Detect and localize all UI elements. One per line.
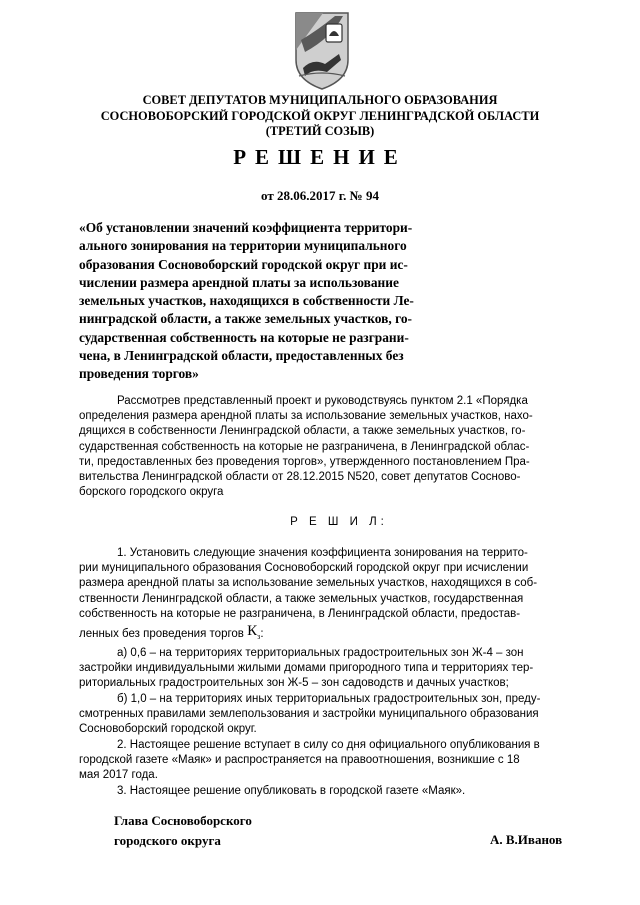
paragraph-line: размера арендной платы за использование земельных участков, находящихся в соб- [79,577,538,590]
document-date-number: от 28.06.2017 г. № 94 [261,188,379,203]
subject-line: чена, в Ленинградской области, предоставленных без [79,348,404,364]
paragraph-line: Сосновоборский городской округ. [79,723,257,736]
subject-line: ального зонирования на территории муниципального [79,238,407,254]
paragraph-line: ственности Ленинградской области, а также земельных участков, государственная [79,592,524,605]
preamble-paragraph [79,394,599,500]
paragraph-line: а) 0,6 – на территориях территориальных градостроительных зон Ж-4 – зон [117,647,524,659]
paragraph-line: мая 2017 года. [79,769,158,782]
paragraph-line: городской газете «Маяк» и распространяется на правоотношения, возникшие с 18 [79,754,520,767]
paragraph-line: застройки индивидуальными жилыми домами пригородного типа и территориях тер- [79,662,534,675]
item-2-paragraph [79,738,599,784]
paragraph-line: сударственная собственность на которые не разграничена, в Ленинградской облас- [79,440,530,453]
paragraph-line [79,624,599,644]
document-subject [79,219,464,384]
paragraph-line: борского городского округа [79,486,224,499]
paragraph-line: рии муниципального образования Сосновоборский городской округ при исчислении [79,562,529,575]
subject-line: «Об установлении значений коэффициента территори- [79,220,413,235]
item-1-last-text: ленных без проведения торгов [79,628,244,641]
paragraph-line: б) 1,0 – на территориях иных территориальных градостроительных зон, преду- [117,693,541,705]
paragraph-line: определения размера арендной платы за использование земельных участков, нахо- [79,410,533,423]
paragraph-line: вительства Ленинградской области от 28.12.2015 N520, совет депутатов Сосново- [79,471,521,484]
item-b-paragraph [79,692,599,738]
subject-line: земельных участков, находящихся в собственности Ле- [79,293,414,309]
k3-subscript: з [257,632,261,642]
paragraph-line: Рассмотрев представленный проект и руководствуясь пунктом 2.1 «Порядка [117,395,528,407]
item-a-paragraph [79,646,599,692]
item-3-paragraph [79,784,599,799]
paragraph-line: собственность на которые не разграничена, в Ленинградской области, предостав- [79,607,521,620]
subject-line: образования Сосновоборский городской округ при ис- [79,256,408,272]
k3-colon: : [260,628,264,641]
paragraph-line: 3. Настоящее решение опубликовать в городской газете «Маяк». [117,785,466,797]
subject-line: нинградской области, а также земельных участков, го- [79,311,412,327]
header-line-3: (ТРЕТИЙ СОЗЫВ) [265,124,375,138]
subject-line: проведения торгов» [79,366,199,382]
resolved-heading: Р Е Ш И Л: [290,516,388,528]
signatory-title [114,811,252,851]
k3-letter: К [247,623,258,640]
header-line-2: СОСНОВОБОРСКИЙ ГОРОДСКОЙ ОКРУГ ЛЕНИНГРАДСКОЙ ОБЛАСТИ [100,108,540,123]
paragraph-line: ти, предоставленных без проведения торгов», утвержденного постановлением Пра- [79,455,530,468]
item-1-paragraph [79,546,599,644]
paragraph-line: 2. Настоящее решение вступает в силу со дня официального опубликования в [117,739,540,751]
signatory-name: А. В.Иванов [490,832,563,847]
coat-of-arms-emblem [293,10,351,92]
signatory-title-line-1: Глава Сосновоборского [114,813,252,828]
paragraph-line: риториальных градостроительных зон Ж-5 – зон садоводств и дачных участков; [79,677,509,690]
subject-line: сударственная собственность на которые не разграни- [79,329,409,345]
signatory-title-line-2: городского округа [114,833,221,848]
document-title: РЕШЕНИЕ [233,145,407,169]
issuer-header [100,93,540,140]
paragraph-line: смотренных правилами землепользования и застройки муниципального образования [79,708,539,721]
paragraph-line: дящихся в собственности Ленинградской области, а также земельных участков, го- [79,425,526,438]
header-line-1: СОВЕТ ДЕПУТАТОВ МУНИЦИПАЛЬНОГО ОБРАЗОВАНИЯ [142,93,498,107]
subject-line: числении размера арендной платы за использование [79,274,399,290]
coefficient-symbol [247,623,261,642]
paragraph-line: 1. Установить следующие значения коэффициента зонирования на террито- [117,547,528,559]
